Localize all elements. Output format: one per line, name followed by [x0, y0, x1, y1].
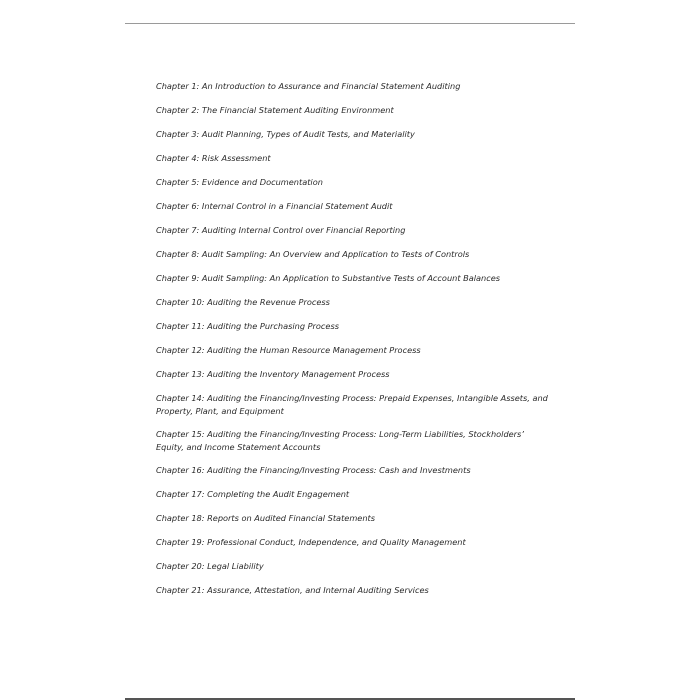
top-divider	[125, 23, 575, 24]
chapter-11: Chapter 11: Auditing the Purchasing Process	[156, 321, 340, 331]
chapter-16: Chapter 16: Auditing the Financing/Investing Process: Cash and Investments	[156, 465, 471, 475]
chapter-19: Chapter 19: Professional Conduct, Independence, and Quality Management	[156, 537, 466, 547]
chapter-6: Chapter 6: Internal Control in a Financial Statement Audit	[156, 201, 393, 211]
chapter-8: Chapter 8: Audit Sampling: An Overview and Application to Tests of Controls	[156, 249, 470, 259]
chapter-17: Chapter 17: Completing the Audit Engagement	[156, 489, 350, 499]
chapter-10: Chapter 10: Auditing the Revenue Process	[156, 297, 330, 307]
chapter-3: Chapter 3: Audit Planning, Types of Audit Tests, and Materiality	[156, 129, 415, 139]
chapter-15: Chapter 15: Auditing the Financing/Investing Process: Long-Term Liabilities, Stockholders’ Equity, and Income Statement Accounts	[156, 429, 524, 452]
chapter-20: Chapter 20: Legal Liability	[156, 561, 264, 571]
chapter-2: Chapter 2: The Financial Statement Auditing Environment	[156, 105, 394, 115]
chapter-7: Chapter 7: Auditing Internal Control over Financial Reporting	[156, 225, 406, 235]
chapter-4: Chapter 4: Risk Assessment	[156, 153, 271, 163]
chapter-14: Chapter 14: Auditing the Financing/Investing Process: Prepaid Expenses, Intangible Assets, and Property, Plant, and Equipment	[156, 393, 548, 416]
chapter-13: Chapter 13: Auditing the Inventory Management Process	[156, 369, 390, 379]
chapter-9: Chapter 9: Audit Sampling: An Application to Substantive Tests of Account Balances	[156, 273, 501, 283]
chapter-12: Chapter 12: Auditing the Human Resource Management Process	[156, 345, 421, 355]
chapter-1: Chapter 1: An Introduction to Assurance and Financial Statement Auditing	[156, 81, 461, 91]
table-of-contents	[156, 80, 551, 608]
chapter-18: Chapter 18: Reports on Audited Financial Statements	[156, 513, 376, 523]
chapter-21: Chapter 21: Assurance, Attestation, and Internal Auditing Services	[156, 585, 429, 595]
chapter-5: Chapter 5: Evidence and Documentation	[156, 177, 323, 187]
